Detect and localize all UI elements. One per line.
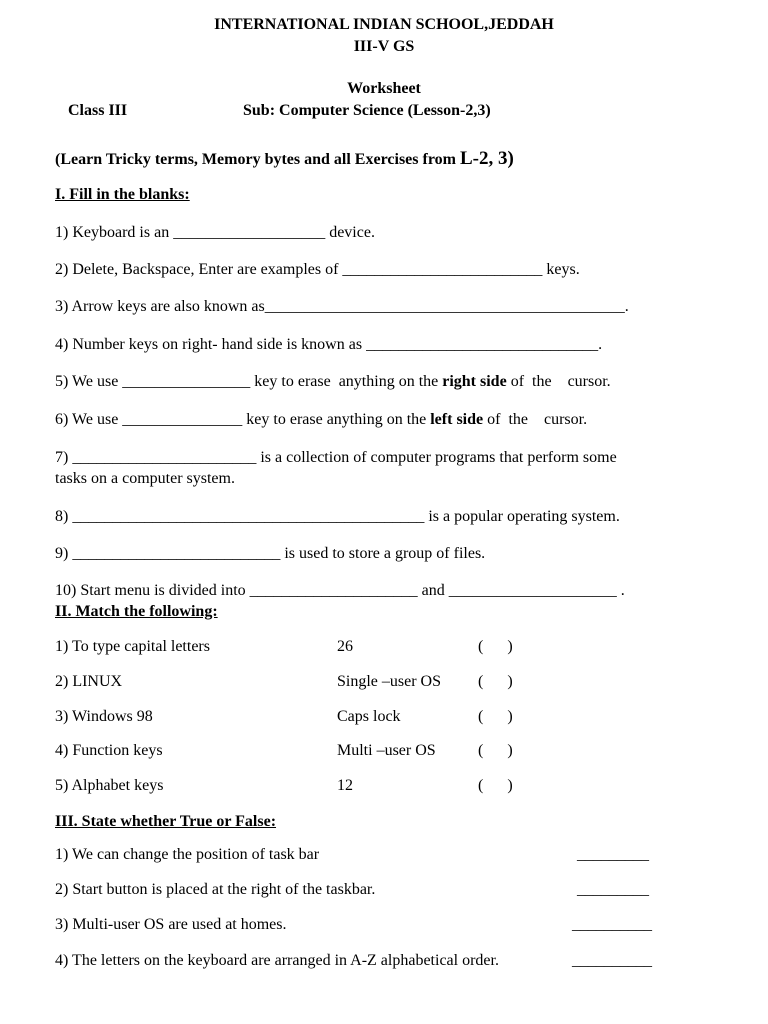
study-note-lessons: L-2, 3) — [459, 148, 514, 169]
question: 9) __________________________ is used to store a group of files. — [55, 545, 486, 562]
question-emphasis: right side — [442, 373, 507, 390]
subject-label: Sub: Computer Science (Lesson-2,3) — [243, 102, 491, 119]
match-right-item: 26 — [337, 638, 353, 655]
match-left-item: 2) LINUX — [55, 673, 123, 690]
answer-bracket: ( ) — [478, 742, 513, 759]
answer-bracket: ( ) — [478, 673, 513, 690]
section-match-title: II. Match the following: — [55, 603, 218, 620]
question: 8) ____________________________________________ is a popular operating system. — [55, 508, 620, 525]
question: 1) Keyboard is an ___________________ device. — [55, 224, 375, 241]
tf-question: 4) The letters on the keyboard are arranged in A-Z alphabetical order. — [55, 952, 499, 969]
question-text: 6) We use _______________ key to erase anything on the — [55, 411, 431, 428]
section-fill-blanks-title: I. Fill in the blanks: — [55, 186, 190, 203]
section-true-false-title: III. State whether True or False: — [55, 813, 277, 830]
match-right-item: Multi –user OS — [337, 742, 436, 759]
question-emphasis: left side — [430, 411, 484, 428]
grade-label: III-V GS — [353, 38, 415, 55]
question-text: 5) We use ________________ key to erase anything on the — [55, 373, 443, 390]
match-right-item: Single –user OS — [337, 673, 441, 690]
question-continued: tasks on a computer system. — [55, 470, 235, 487]
question — [55, 372, 611, 392]
tf-question: 3) Multi-user OS are used at homes. — [55, 916, 287, 933]
answer-bracket: ( ) — [478, 777, 513, 794]
question: 4) Number keys on right- hand side is known as _____________________________. — [55, 336, 603, 353]
question — [55, 410, 587, 430]
question: 2) Delete, Backspace, Enter are examples of _________________________ keys. — [55, 261, 580, 278]
study-note — [55, 149, 514, 170]
match-left-item: 1) To type capital letters — [55, 638, 210, 655]
class-label: Class III — [68, 102, 128, 119]
answer-bracket: ( ) — [478, 708, 513, 725]
tf-answer-blank: __________ — [572, 916, 652, 933]
tf-question: 1) We can change the position of task bar — [55, 846, 320, 863]
question: 3) Arrow keys are also known as_____________________________________________. — [55, 298, 629, 315]
question-text: of the cursor. — [483, 411, 588, 428]
tf-answer-blank: __________ — [572, 952, 652, 969]
answer-bracket: ( ) — [478, 638, 513, 655]
match-right-item: Caps lock — [337, 708, 401, 725]
tf-answer-blank: _________ — [577, 881, 649, 898]
question: 10) Start menu is divided into _____________________ and _____________________ . — [55, 582, 625, 599]
match-left-item: 3) Windows 98 — [55, 708, 153, 725]
match-right-item: 12 — [337, 777, 353, 794]
match-left-item: 5) Alphabet keys — [55, 777, 164, 794]
worksheet-title: Worksheet — [347, 80, 421, 97]
tf-question: 2) Start button is placed at the right of the taskbar. — [55, 881, 376, 898]
match-left-item: 4) Function keys — [55, 742, 163, 759]
school-name: INTERNATIONAL INDIAN SCHOOL,JEDDAH — [214, 16, 554, 33]
tf-answer-blank: _________ — [577, 846, 649, 863]
study-note-text: (Learn Tricky terms, Memory bytes and all Exercises from — [55, 151, 460, 168]
question: 7) _______________________ is a collection of computer programs that perform some — [55, 449, 617, 466]
question-text: of the cursor. — [506, 373, 611, 390]
